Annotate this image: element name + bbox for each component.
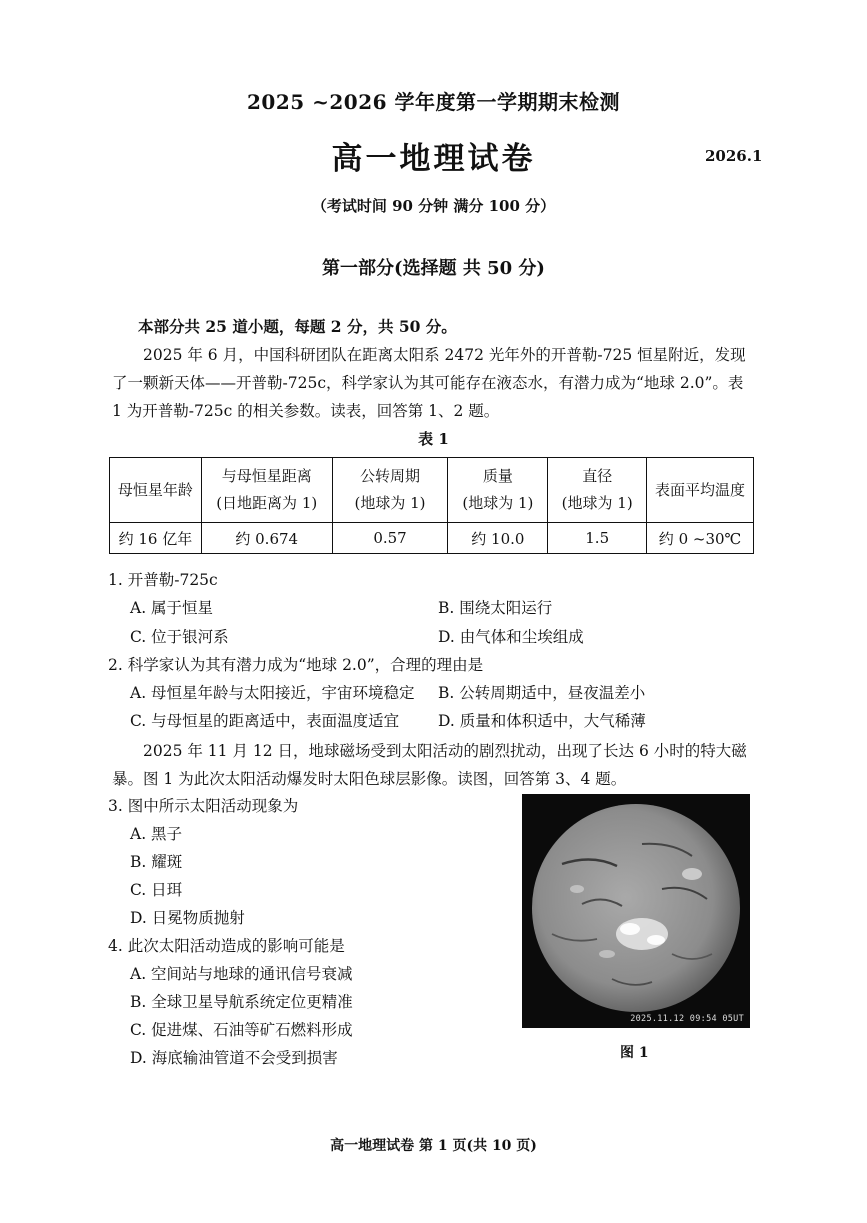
question-4-option-d: D. 海底输油管道不会受到损害 <box>130 1049 338 1067</box>
question-2-option-a: A. 母恒星年龄与太阳接近，宇宙环境稳定 <box>130 684 415 702</box>
image-timestamp: 2025.11.12 09:54 05UT <box>630 1014 744 1024</box>
table-cell: 约 16 亿年 <box>110 523 202 554</box>
table-header-cell: 质量 (地球为 1) <box>448 458 548 523</box>
exam-time-score: （考试时间 90 分钟 满分 100 分） <box>311 197 556 215</box>
question-3-stem: 3. 图中所示太阳活动现象为 <box>108 797 299 815</box>
exam-title: 高一地理试卷 <box>331 141 536 177</box>
table-header-row <box>110 458 754 523</box>
table-header-cell: 与母恒星距离 (日地距离为 1) <box>201 458 332 523</box>
question-2-option-b: B. 公转周期适中，昼夜温差小 <box>438 684 646 702</box>
question-4-option-b: B. 全球卫星导航系统定位更精准 <box>130 993 353 1011</box>
page-footer: 高一地理试卷 第 1 页(共 10 页) <box>330 1138 537 1154</box>
question-2-option-d: D. 质量和体积适中，大气稀薄 <box>438 712 646 730</box>
question-1-option-d: D. 由气体和尘埃组成 <box>438 628 584 646</box>
table-cell: 1.5 <box>548 523 647 554</box>
question-2-stem: 2. 科学家认为其有潜力成为“地球 2.0”，合理的理由是 <box>108 656 484 674</box>
table-cell: 约 0 ~30℃ <box>647 523 754 554</box>
question-3-option-a: A. 黑子 <box>130 825 183 843</box>
exam-date: 2026.1 <box>705 147 763 165</box>
question-3-option-c: C. 日珥 <box>130 881 183 899</box>
exam-year-line: 2025 ~2026 学年度第一学期期末检测 <box>246 90 620 114</box>
table-row <box>110 523 754 554</box>
question-4-option-a: A. 空间站与地球的通讯信号衰减 <box>130 965 353 983</box>
table-header-cell: 直径 (地球为 1) <box>548 458 647 523</box>
section-intro: 本部分共 25 道小题，每题 2 分，共 50 分。 <box>138 317 457 336</box>
question-3-option-d: D. 日冕物质抛射 <box>130 909 245 927</box>
passage-2: 2025 年 11 月 12 日，地球磁场受到太阳活动的剧烈扰动，出现了长达 6 小时的特大磁暴。图 1 为此次太阳活动爆发时太阳色球层影像。读图，回答第 3、4 题。 <box>112 742 747 788</box>
question-4-option-c: C. 促进煤、石油等矿石燃料形成 <box>130 1021 353 1039</box>
question-1-option-c: C. 位于银河系 <box>130 628 229 646</box>
table-header-cell: 母恒星年龄 <box>110 458 202 523</box>
question-2-option-c: C. 与母恒星的距离适中，表面温度适宜 <box>130 712 400 730</box>
question-1-option-a: A. 属于恒星 <box>130 599 214 617</box>
table-cell: 约 10.0 <box>448 523 548 554</box>
parameter-table <box>109 457 754 554</box>
table-cell: 0.57 <box>332 523 448 554</box>
question-4-stem: 4. 此次太阳活动造成的影响可能是 <box>108 937 345 955</box>
table-header-cell: 公转周期 (地球为 1) <box>332 458 448 523</box>
question-1-stem: 1. 开普勒-725c <box>108 571 218 589</box>
solar-chromosphere-image <box>522 794 750 1028</box>
question-3-option-b: B. 耀斑 <box>130 853 183 871</box>
table-header-cell: 表面平均温度 <box>647 458 754 523</box>
question-1-option-b: B. 围绕太阳运行 <box>438 599 553 617</box>
figure-caption: 图 1 <box>620 1045 649 1061</box>
section-title: 第一部分(选择题 共 50 分) <box>322 258 545 279</box>
table-caption: 表 1 <box>418 430 449 448</box>
table-cell: 约 0.674 <box>201 523 332 554</box>
passage-1: 2025 年 6 月，中国科研团队在距离太阳系 2472 光年外的开普勒-725 恒星附近，发现了一颗新天体——开普勒-725c，科学家认为其可能存在液态水，有潜力成为“地球 2.0”。表 1 为开普勒-725c 的相关参数。读表，回答第 1、2 题。 <box>112 346 746 420</box>
